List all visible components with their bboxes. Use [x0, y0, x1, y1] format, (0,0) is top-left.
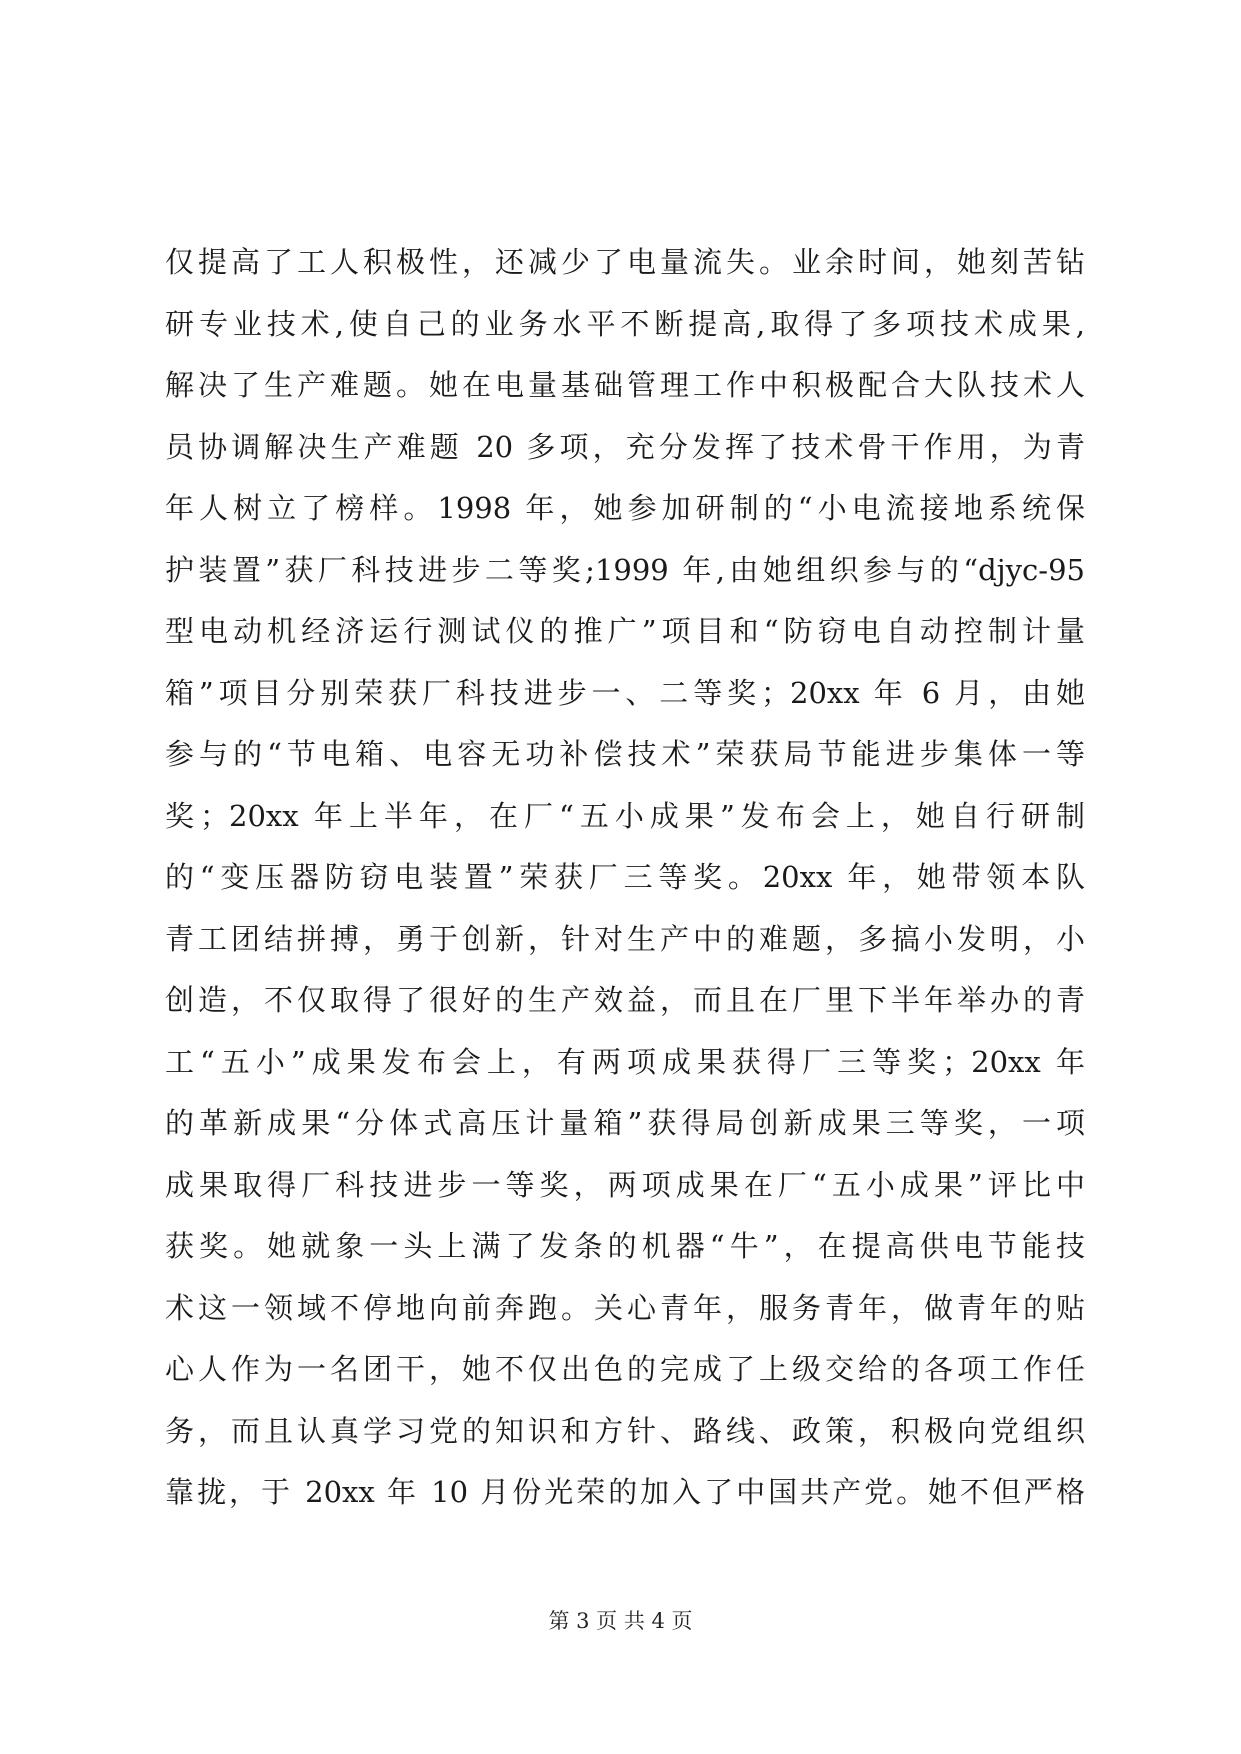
text-line: 仅提高了工人积极性，还减少了电量流失。业余时间，她刻苦钻 — [165, 245, 1085, 279]
text-line: 青工团结拼搏，勇于创新，针对生产中的难题，多搞小发明，小 — [165, 921, 1085, 956]
text-line: 心人作为一名团干，她不仅出色的完成了上级交给的各项工作任 — [165, 1352, 1085, 1386]
text-line: 解决了生产难题。她在电量基础管理工作中积极配合大队技术人 — [165, 368, 1085, 402]
text-line: 靠拢，于 20xx 年 10 月份光荣的加入了中国共产党。她不但严格 — [165, 1475, 1085, 1509]
page-number-footer: 第 3 页 共 4 页 — [548, 1609, 693, 1633]
text-line: 获奖。她就象一头上满了发条的机器“牛”，在提高供电节能技 — [165, 1229, 1085, 1263]
text-line: 创造，不仅取得了很好的生产效益，而且在厂里下半年举办的青 — [165, 983, 1085, 1017]
text-line: 务，而且认真学习党的知识和方针、路线、政策，积极向党组织 — [165, 1413, 1085, 1448]
text-line: 箱”项目分别荣获厂科技进步一、二等奖；20xx 年 6 月，由她 — [165, 675, 1085, 710]
text-line: 参与的“节电箱、电容无功补偿技术”荣获局节能进步集体一等 — [165, 737, 1085, 771]
text-line: 奖；20xx 年上半年，在厂“五小成果”发布会上，她自行研制 — [165, 798, 1085, 833]
text-line: 术这一领域不停地向前奔跑。关心青年，服务青年，做青年的贴 — [165, 1290, 1085, 1325]
text-line: 员协调解决生产难题 20 多项，充分发挥了技术骨干作用，为青 — [165, 429, 1085, 464]
text-line: 型电动机经济运行测试仪的推广”项目和“防窃电自动控制计量 — [165, 614, 1085, 648]
text-line: 工“五小”成果发布会上，有两项成果获得厂三等奖；20xx 年 — [165, 1044, 1085, 1079]
text-line: 研专业技术,使自己的业务水平不断提高,取得了多项技术成果, — [165, 306, 1085, 341]
text-line: 的革新成果“分体式高压计量箱”获得局创新成果三等奖，一项 — [165, 1106, 1085, 1140]
text-line: 年人树立了榜样。1998 年，她参加研制的“小电流接地系统保 — [165, 491, 1085, 525]
text-line: 成果取得厂科技进步一等奖，两项成果在厂“五小成果”评比中 — [165, 1167, 1085, 1202]
text-line: 的“变压器防窃电装置”荣获厂三等奖。20xx 年，她带领本队 — [165, 860, 1085, 894]
body-text — [165, 232, 1085, 1524]
text-line: 护装置”获厂科技进步二等奖;1999 年,由她组织参与的“djyc-95 — [165, 552, 1085, 587]
